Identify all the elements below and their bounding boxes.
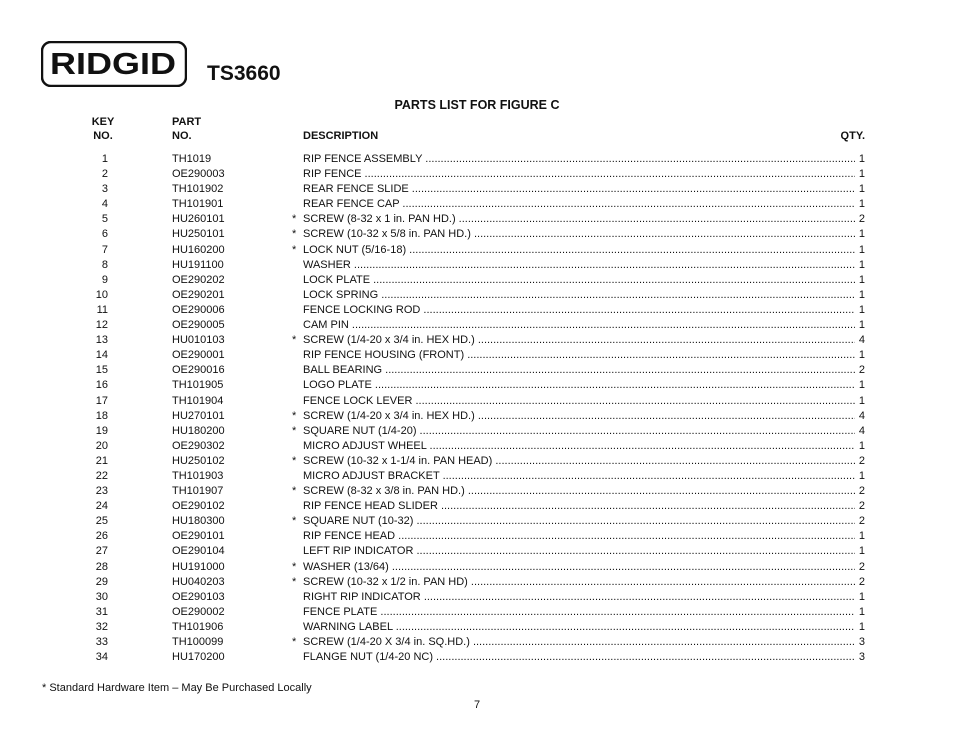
part-number: TH101906 [172,620,224,633]
key-number: 24 [95,500,108,513]
part-quantity: 1 [855,258,865,273]
part-quantity: 2 [855,363,865,378]
part-number: HU180300 [172,515,225,528]
key-number: 14 [95,349,108,362]
table-row [0,348,954,363]
table-row [0,514,954,529]
standard-hardware-mark: * [292,243,297,256]
part-description: SCREW (1/4-20 x 3/4 in. HEX HD.) ..... [303,333,855,348]
key-number: 8 [101,258,108,271]
part-description: SCREW (10-32 x 1-1/4 in. PAN HEAD) ..... [303,454,855,469]
key-number: 32 [95,620,108,633]
table-row [0,363,954,378]
part-description: SCREW (10-32 x 1/2 in. PAN HD) ..... [303,575,855,590]
column-header-part-no [172,115,201,143]
key-number: 1 [101,153,108,165]
part-number: OE290016 [172,364,225,377]
part-description: RIP FENCE ASSEMBLY ..... [303,152,855,167]
part-description: BALL BEARING ..... [303,363,855,378]
part-number: OE290003 [172,168,225,181]
key-number: 20 [95,439,108,452]
table-row [0,212,954,227]
key-number: 30 [95,590,108,603]
part-description: RIP FENCE HEAD SLIDER ..... [303,499,855,514]
parts-list [0,152,954,665]
part-description: WASHER (13/64) ..... [303,560,855,575]
part-description: LOCK PLATE ..... [303,273,855,288]
standard-hardware-mark: * [292,213,297,226]
standard-hardware-mark: * [292,334,297,347]
part-quantity: 2 [855,212,865,227]
part-quantity: 2 [855,514,865,529]
table-row [0,318,954,333]
table-row [0,484,954,499]
standard-hardware-mark: * [292,515,297,528]
part-description: REAR FENCE CAP ..... [303,197,855,212]
table-row [0,424,954,439]
table-row [0,590,954,605]
brand-wordmark: RIDGID [50,46,176,81]
key-number: 33 [95,636,108,648]
part-quantity: 4 [855,409,865,424]
key-number: 17 [95,394,108,407]
part-quantity: 2 [855,454,865,469]
part-description: WARNING LABEL ..... [303,620,855,635]
part-description: CAM PIN ..... [303,318,855,333]
table-row [0,243,954,258]
part-quantity: 1 [855,469,865,484]
part-number: TH101904 [172,394,224,407]
part-number: TH101901 [172,198,224,211]
part-description: FENCE LOCKING ROD ..... [303,303,855,318]
part-number: OE290101 [172,530,225,543]
table-row [0,620,954,635]
table-row [0,303,954,318]
key-number: 4 [101,198,108,211]
part-quantity: 1 [855,605,865,620]
table-row [0,605,954,620]
part-quantity: 2 [855,560,865,575]
part-quantity: 3 [855,635,865,650]
part-number: OE290104 [172,545,225,558]
part-number: OE290005 [172,319,225,332]
part-quantity: 1 [855,288,865,303]
part-quantity: 1 [855,167,865,182]
table-row [0,333,954,348]
table-row [0,378,954,393]
standard-hardware-mark: * [292,575,297,588]
part-number: OE290103 [172,590,225,603]
part-description: MICRO ADJUST BRACKET ..... [303,469,855,484]
part-number: TH101905 [172,379,224,392]
part-number: HU010103 [172,334,225,347]
part-quantity: 1 [855,182,865,197]
part-quantity: 1 [855,348,865,363]
part-description: FENCE LOCK LEVER ..... [303,394,855,409]
part-number: OE290201 [172,288,225,301]
parts-list-title: PARTS LIST FOR FIGURE C [394,98,560,112]
table-row [0,469,954,484]
table-row [0,409,954,424]
part-quantity: 1 [855,439,865,454]
key-number: 7 [101,243,108,256]
standard-hardware-mark: * [292,636,297,648]
part-description: RIP FENCE HEAD ..... [303,529,855,544]
part-number: HU170200 [172,651,225,664]
key-number: 27 [95,545,108,558]
standard-hardware-mark: * [292,485,297,498]
part-number: HU180200 [172,424,225,437]
part-description: MICRO ADJUST WHEEL ..... [303,439,855,454]
part-quantity: 1 [855,197,865,212]
part-quantity: 4 [855,424,865,439]
part-number: TH101903 [172,469,224,482]
key-number: 16 [95,379,108,392]
key-number: 21 [95,454,108,467]
part-quantity: 1 [855,273,865,288]
key-number: 23 [95,485,108,498]
table-row [0,394,954,409]
part-description: RIP FENCE ..... [303,167,855,182]
part-quantity: 2 [855,499,865,514]
part-number: HU260101 [172,213,225,226]
table-row [0,454,954,469]
part-quantity: 2 [855,575,865,590]
key-number: 25 [95,515,108,528]
part-description: SCREW (1/4-20 x 3/4 in. HEX HD.) ..... [303,409,855,424]
key-number: 9 [101,273,108,286]
column-header-description: DESCRIPTION [303,130,379,142]
part-description: RIGHT RIP INDICATOR ..... [303,590,855,605]
column-header-key-no [90,115,116,143]
part-number: OE290102 [172,500,225,513]
part-number: HU250102 [172,454,225,467]
table-row [0,182,954,197]
part-quantity: 1 [855,227,865,242]
key-number: 19 [95,424,108,437]
table-row [0,439,954,454]
part-description: LOCK NUT (5/16-18) ..... [303,243,855,258]
key-number: 31 [95,605,108,618]
table-row [0,273,954,288]
part-number: TH1019 [172,153,212,165]
key-number: 15 [95,364,108,377]
part-quantity: 1 [855,544,865,559]
table-row [0,635,954,650]
ridgid-logo [41,41,187,87]
key-number: 28 [95,560,108,573]
part-description: FENCE PLATE ..... [303,605,855,620]
standard-hardware-mark: * [292,424,297,437]
key-number: 26 [95,530,108,543]
table-row [0,288,954,303]
part-description: SQUARE NUT (1/4-20) ..... [303,424,855,439]
table-row [0,529,954,544]
column-header-qty: QTY. [840,130,865,142]
key-number: 5 [101,213,108,226]
part-number: OE290002 [172,605,225,618]
part-number: OE290006 [172,303,225,316]
column-header-key-line2: NO. [93,130,113,142]
key-number: 13 [95,334,108,347]
key-number: 3 [101,183,108,196]
part-number: HU160200 [172,243,225,256]
page-number: 7 [473,699,481,711]
part-quantity: 3 [855,650,865,665]
part-number: TH101907 [172,485,224,498]
key-number: 34 [95,651,108,664]
standard-hardware-mark: * [292,409,297,422]
part-number: HU040203 [172,575,225,588]
part-description: RIP FENCE HOUSING (FRONT) ..... [303,348,855,363]
part-quantity: 1 [855,620,865,635]
table-row [0,575,954,590]
table-row [0,152,954,167]
table-row [0,167,954,182]
footnote: * Standard Hardware Item – May Be Purchased Locally [42,682,312,694]
part-quantity: 1 [855,590,865,605]
standard-hardware-mark: * [292,228,297,241]
part-quantity: 1 [855,243,865,258]
part-number: OE290202 [172,273,225,286]
part-description: LOGO PLATE ..... [303,378,855,393]
part-number: TH100099 [172,636,224,648]
part-description: LOCK SPRING ..... [303,288,855,303]
part-quantity: 1 [855,318,865,333]
part-quantity: 1 [855,378,865,393]
part-description: SQUARE NUT (10-32) ..... [303,514,855,529]
table-row [0,544,954,559]
part-number: HU250101 [172,228,225,241]
part-quantity: 1 [855,152,865,167]
part-description: WASHER ..... [303,258,855,273]
part-number: TH101902 [172,183,224,196]
part-description: FLANGE NUT (1/4-20 NC) ..... [303,650,855,665]
standard-hardware-mark: * [292,454,297,467]
part-quantity: 1 [855,303,865,318]
column-header-part-line1: PART [172,116,202,128]
table-row [0,227,954,242]
key-number: 2 [101,168,108,181]
part-quantity: 1 [855,529,865,544]
table-row [0,197,954,212]
model-number: TS3660 [207,62,281,85]
part-number: HU191100 [172,258,224,271]
key-number: 10 [95,288,108,301]
part-description: LEFT RIP INDICATOR ..... [303,544,855,559]
table-row [0,560,954,575]
column-header-part-line2: NO. [172,130,192,142]
table-row [0,499,954,514]
key-number: 29 [95,575,108,588]
part-number: OE290001 [172,349,225,362]
table-row [0,650,954,665]
part-description: SCREW (10-32 x 5/8 in. PAN HD.) ..... [303,227,855,242]
part-description: SCREW (8-32 x 1 in. PAN HD.) ..... [303,212,855,227]
part-description: REAR FENCE SLIDE ..... [303,182,855,197]
key-number: 11 [96,303,108,316]
key-number: 6 [101,228,108,241]
part-quantity: 2 [855,484,865,499]
key-number: 22 [95,469,108,482]
key-number: 18 [95,409,108,422]
table-row [0,258,954,273]
part-description: SCREW (1/4-20 X 3/4 in. SQ.HD.) ..... [303,635,855,650]
key-number: 12 [95,319,108,332]
part-number: HU191000 [172,560,225,573]
part-number: OE290302 [172,439,225,452]
part-description: SCREW (8-32 x 3/8 in. PAN HD.) ..... [303,484,855,499]
part-quantity: 1 [855,394,865,409]
part-quantity: 4 [855,333,865,348]
standard-hardware-mark: * [292,560,297,573]
part-number: HU270101 [172,409,225,422]
column-header-key-line1: KEY [91,116,115,128]
